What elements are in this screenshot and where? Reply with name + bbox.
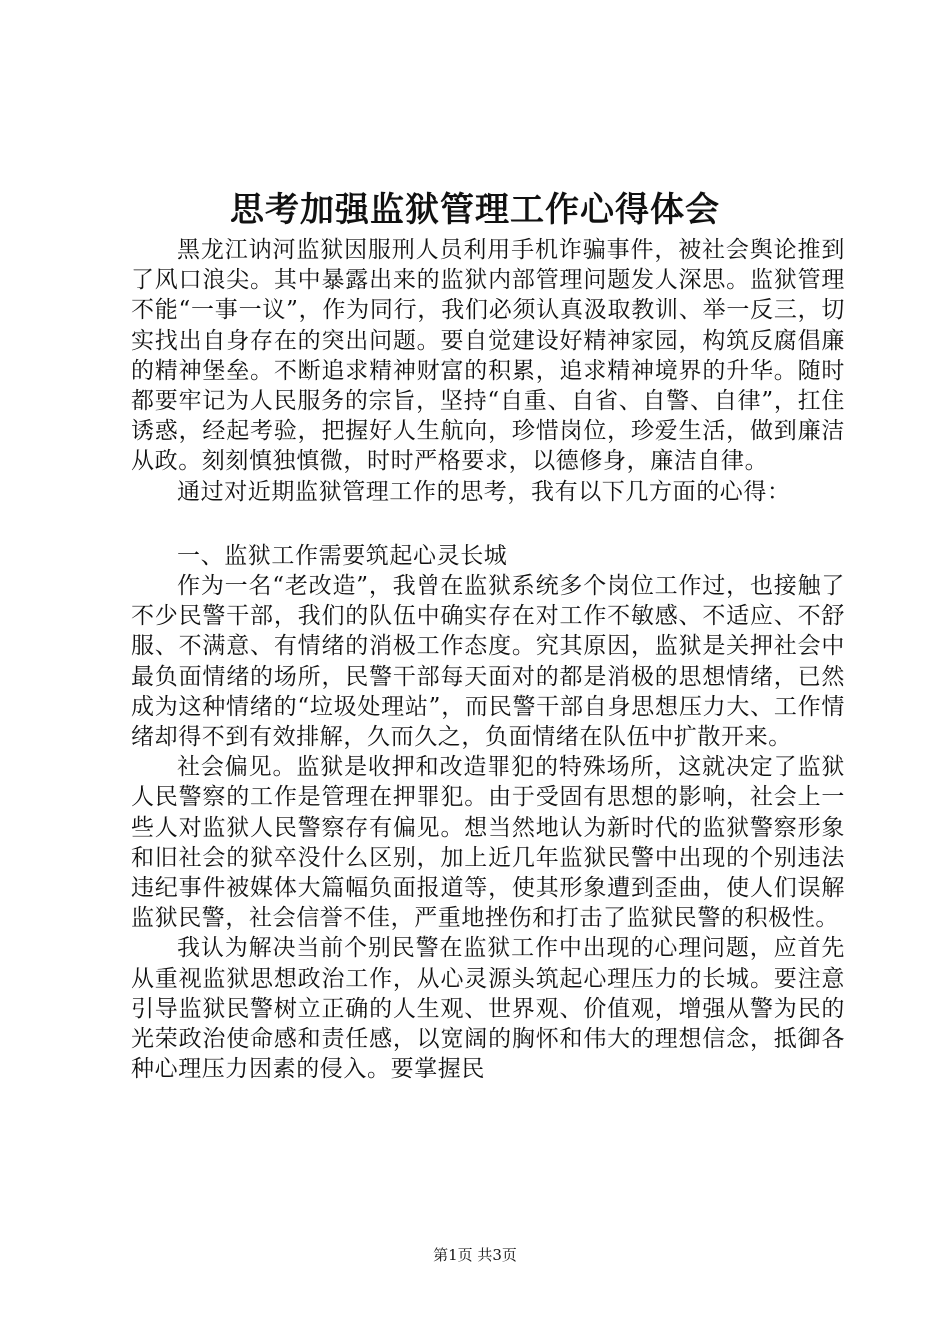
paragraph-solution: 我认为解决当前个别民警在监狱工作中出现的心理问题，应首先从重视监狱思想政治工作，从心灵源头筑起心理压力的长城。要注意引导监狱民警树立正确的人生观、世界观、价值观，增强从警为民的光荣政治使命感和责任感，以宽阔的胸怀和伟大的理想信念，抵御各种心理压力因素的侵入。要掌握民 bbox=[131, 935, 845, 1083]
section-heading: 一、监狱工作需要筑起心灵长城 bbox=[177, 542, 508, 569]
paragraph-gap bbox=[131, 507, 845, 541]
paragraph-summary: 通过对近期监狱管理工作的思考，我有以下几方面的心得： bbox=[177, 478, 791, 505]
document-body bbox=[131, 235, 845, 1084]
paragraph-intro: 黑龙江讷河监狱因服刑人员利用手机诈骗事件，被社会舆论推到了风口浪尖。其中暴露出来的监狱内部管理问题发人深思。监狱管理不能“一事一议”，作为同行，我们必须认真汲取教训、举一反三，切实找出自身存在的突出问题。要自觉建设好精神家园，构筑反腐倡廉的精神堡垒。不断追求精神财富的积累，追求精神境界的升华。随时都要牢记为人民服务的宗旨，坚持“自重、自省、自警、自律”，扛住诱惑，经起考验，把握好人生航向，珍惜岗位，珍爱生活，做到廉洁从政。刻刻慎独慎微，时时严格要求，以德修身，廉洁自律。 bbox=[131, 237, 845, 475]
page-number-footer: 第1页 共3页 bbox=[433, 1246, 517, 1264]
paragraph-social-bias: 社会偏见。监狱是收押和改造罪犯的特殊场所，这就决定了监狱人民警察的工作是管理在押罪犯。由于受固有思想的影响，社会上一些人对监狱人民警察存有偏见。想当然地认为新时代的监狱警察形象和旧社会的狱卒没什么区别，加上近几年监狱民警中出现的个别违法违纪事件被媒体大篇幅负面报道等，使其形象遭到歪曲，使人们误解监狱民警，社会信誉不佳，严重地挫伤和打击了监狱民警的积极性。 bbox=[131, 754, 845, 932]
document-title: 思考加强监狱管理工作心得体会 bbox=[230, 190, 720, 230]
paragraph-experience: 作为一名“老改造”，我曾在监狱系统多个岗位工作过，也接触了不少民警干部，我们的队伍中确实存在对工作不敏感、不适应、不舒服、不满意、有情绪的消极工作态度。究其原因，监狱是关押社会中最负面情绪的场所，民警干部每天面对的都是消极的思想情绪，已然成为这种情绪的“垃圾处理站”，而民警干部自身思想压力大、工作情绪却得不到有效排解，久而久之，负面情绪在队伍中扩散开来。 bbox=[131, 573, 845, 751]
